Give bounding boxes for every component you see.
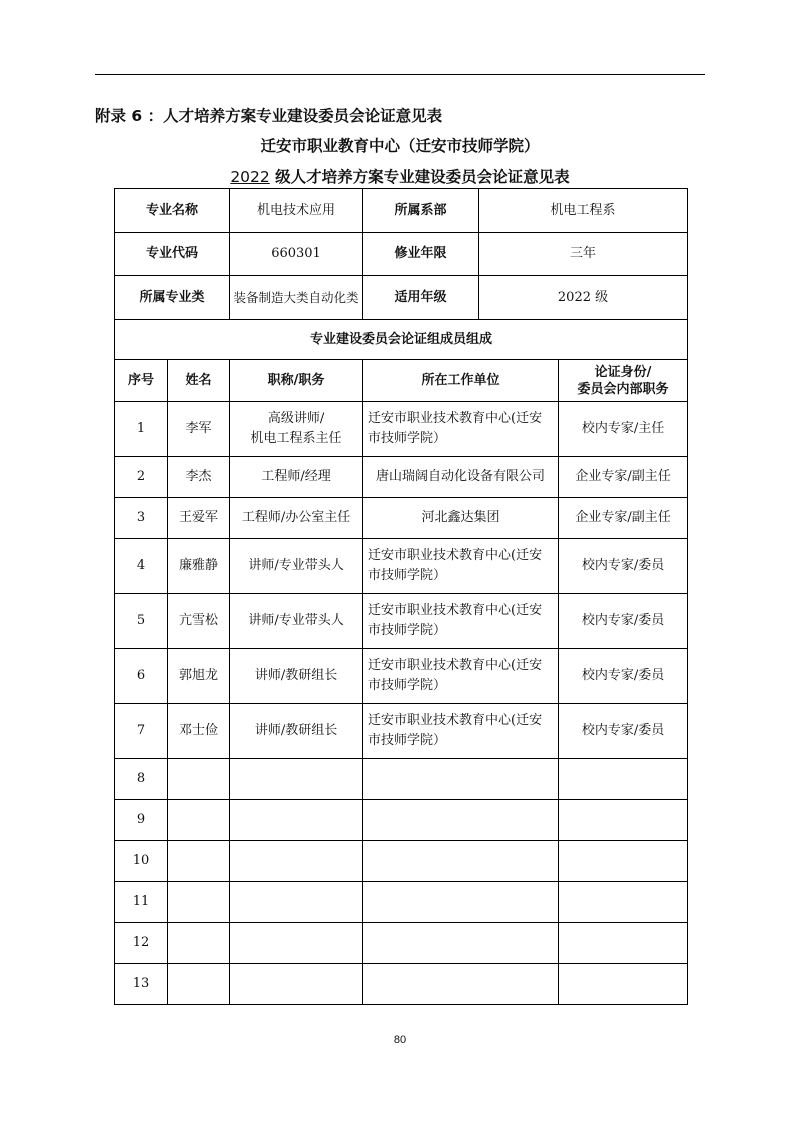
member-seq: 4	[115, 539, 168, 594]
member-title-line2: 机电工程系主任	[250, 431, 342, 446]
member-title	[230, 402, 363, 457]
grade-label: 适用年级	[363, 276, 479, 319]
member-name	[168, 923, 230, 964]
members-header-row	[115, 360, 688, 402]
member-unit-text: 迁安市职业技术教育中心(迁安市技师学院）	[368, 713, 543, 748]
member-name	[168, 882, 230, 923]
category-label: 所属专业类	[115, 276, 230, 320]
form-title-year: 2022	[230, 168, 270, 186]
duration-value: 三年	[570, 246, 597, 261]
member-unit-text: 河北鑫达集团	[421, 510, 500, 525]
member-title-line1: 高级讲师/	[267, 411, 325, 426]
category-value: 装备制造大类自动化类	[230, 276, 363, 320]
page-number: 80	[393, 1034, 407, 1046]
member-seq: 11	[115, 882, 168, 923]
member-name: 邓士俭	[168, 704, 230, 759]
member-title-line1: 讲师/教研组长	[254, 668, 338, 683]
grade-pair	[363, 276, 688, 320]
major-name-label: 专业名称	[115, 189, 230, 233]
member-seq: 1	[115, 402, 168, 457]
member-seq: 9	[115, 800, 168, 841]
member-seq: 7	[115, 704, 168, 759]
member-title	[230, 649, 363, 704]
department-value: 机电工程系	[550, 202, 616, 218]
member-unit	[363, 498, 559, 539]
member-row	[115, 759, 688, 800]
col-role-header-line2: 委员会内部职务	[577, 381, 669, 397]
member-row	[115, 841, 688, 882]
major-code-label: 专业代码	[115, 233, 230, 276]
member-name: 廉雅静	[168, 539, 230, 594]
member-title	[230, 964, 363, 1005]
member-unit	[363, 649, 559, 704]
member-rows	[115, 402, 688, 1005]
member-unit	[363, 800, 559, 841]
member-seq: 5	[115, 594, 168, 649]
member-unit	[363, 704, 559, 759]
member-unit	[363, 759, 559, 800]
member-role	[559, 841, 688, 882]
col-unit-header: 所在工作单位	[363, 360, 559, 402]
member-title-line1: 工程师/办公室主任	[241, 510, 351, 525]
col-seq-header: 序号	[115, 360, 168, 402]
member-unit	[363, 882, 559, 923]
grade-value: 2022 级	[557, 289, 609, 305]
department-pair	[363, 189, 688, 233]
col-role-header-line1: 论证身份/	[594, 364, 652, 380]
member-role: 校内专家/委员	[559, 594, 688, 649]
committee-heading: 专业建设委员会论证组成员组成	[115, 320, 688, 360]
member-name	[168, 759, 230, 800]
member-seq: 10	[115, 841, 168, 882]
member-seq: 2	[115, 457, 168, 498]
appendix-title: 附录 6 ：人才培养方案专业建设委员会论证意见表	[95, 107, 443, 125]
member-row	[115, 704, 688, 759]
member-title	[230, 498, 363, 539]
member-role: 校内专家/委员	[559, 649, 688, 704]
member-seq: 3	[115, 498, 168, 539]
member-unit	[363, 964, 559, 1005]
member-unit	[363, 457, 559, 498]
member-unit-text: 迁安市职业技术教育中心(迁安市技师学院）	[368, 603, 543, 638]
form-title	[0, 165, 800, 187]
member-title-line1: 工程师/经理	[261, 469, 331, 484]
member-title	[230, 882, 363, 923]
member-name	[168, 841, 230, 882]
member-name: 王爱军	[168, 498, 230, 539]
member-unit	[363, 923, 559, 964]
member-title-line1: 讲师/专业带头人	[248, 558, 344, 573]
committee-form-table	[114, 188, 688, 1005]
member-row	[115, 923, 688, 964]
school-title: 迁安市职业教育中心（迁安市技师学院）	[260, 137, 540, 155]
member-title-line1: 讲师/专业带头人	[248, 613, 344, 628]
col-title-header: 职称/职务	[230, 360, 363, 402]
member-unit-text: 唐山瑞阔自动化设备有限公司	[376, 469, 546, 484]
member-title	[230, 539, 363, 594]
member-title	[230, 841, 363, 882]
col-name-header: 姓名	[168, 360, 230, 402]
member-role	[559, 923, 688, 964]
member-title	[230, 800, 363, 841]
member-unit-text: 迁安市职业技术教育中心(迁安市技师学院）	[368, 548, 543, 583]
member-row	[115, 649, 688, 704]
member-name	[168, 964, 230, 1005]
col-role-header	[559, 360, 688, 402]
member-name: 亢雪松	[168, 594, 230, 649]
member-seq: 8	[115, 759, 168, 800]
member-name	[168, 800, 230, 841]
form-title-text: 级人才培养方案专业建设委员会论证意见表	[269, 168, 570, 186]
member-title	[230, 704, 363, 759]
member-role	[559, 964, 688, 1005]
member-row	[115, 882, 688, 923]
member-row	[115, 594, 688, 649]
member-name: 郭旭龙	[168, 649, 230, 704]
member-row	[115, 402, 688, 457]
member-name: 李军	[168, 402, 230, 457]
member-seq: 6	[115, 649, 168, 704]
info-row	[115, 233, 688, 276]
member-title	[230, 923, 363, 964]
member-unit-text: 迁安市职业技术教育中心(迁安市技师学院）	[368, 411, 543, 446]
member-unit-text: 迁安市职业技术教育中心(迁安市技师学院）	[368, 658, 543, 693]
member-role	[559, 759, 688, 800]
major-name-value: 机电技术应用	[230, 189, 363, 233]
member-row	[115, 539, 688, 594]
member-seq: 13	[115, 964, 168, 1005]
member-title	[230, 457, 363, 498]
member-row	[115, 498, 688, 539]
department-label: 所属系部	[363, 189, 479, 232]
member-role	[559, 882, 688, 923]
member-unit	[363, 539, 559, 594]
member-role: 校内专家/委员	[559, 704, 688, 759]
member-seq: 12	[115, 923, 168, 964]
member-unit	[363, 402, 559, 457]
member-row	[115, 800, 688, 841]
member-role	[559, 800, 688, 841]
member-role: 校内专家/主任	[559, 402, 688, 457]
member-row	[115, 964, 688, 1005]
member-name: 李杰	[168, 457, 230, 498]
member-title	[230, 759, 363, 800]
member-row	[115, 457, 688, 498]
member-unit	[363, 594, 559, 649]
major-code-value: 660301	[230, 233, 363, 276]
duration-pair	[363, 233, 688, 276]
member-role: 校内专家/委员	[559, 539, 688, 594]
header-rule	[95, 74, 705, 75]
member-role: 企业专家/副主任	[559, 457, 688, 498]
member-role: 企业专家/副主任	[559, 498, 688, 539]
member-title-line1: 讲师/教研组长	[254, 723, 338, 738]
member-unit	[363, 841, 559, 882]
duration-label: 修业年限	[363, 233, 479, 275]
info-row	[115, 189, 688, 233]
member-title	[230, 594, 363, 649]
info-row	[115, 276, 688, 320]
